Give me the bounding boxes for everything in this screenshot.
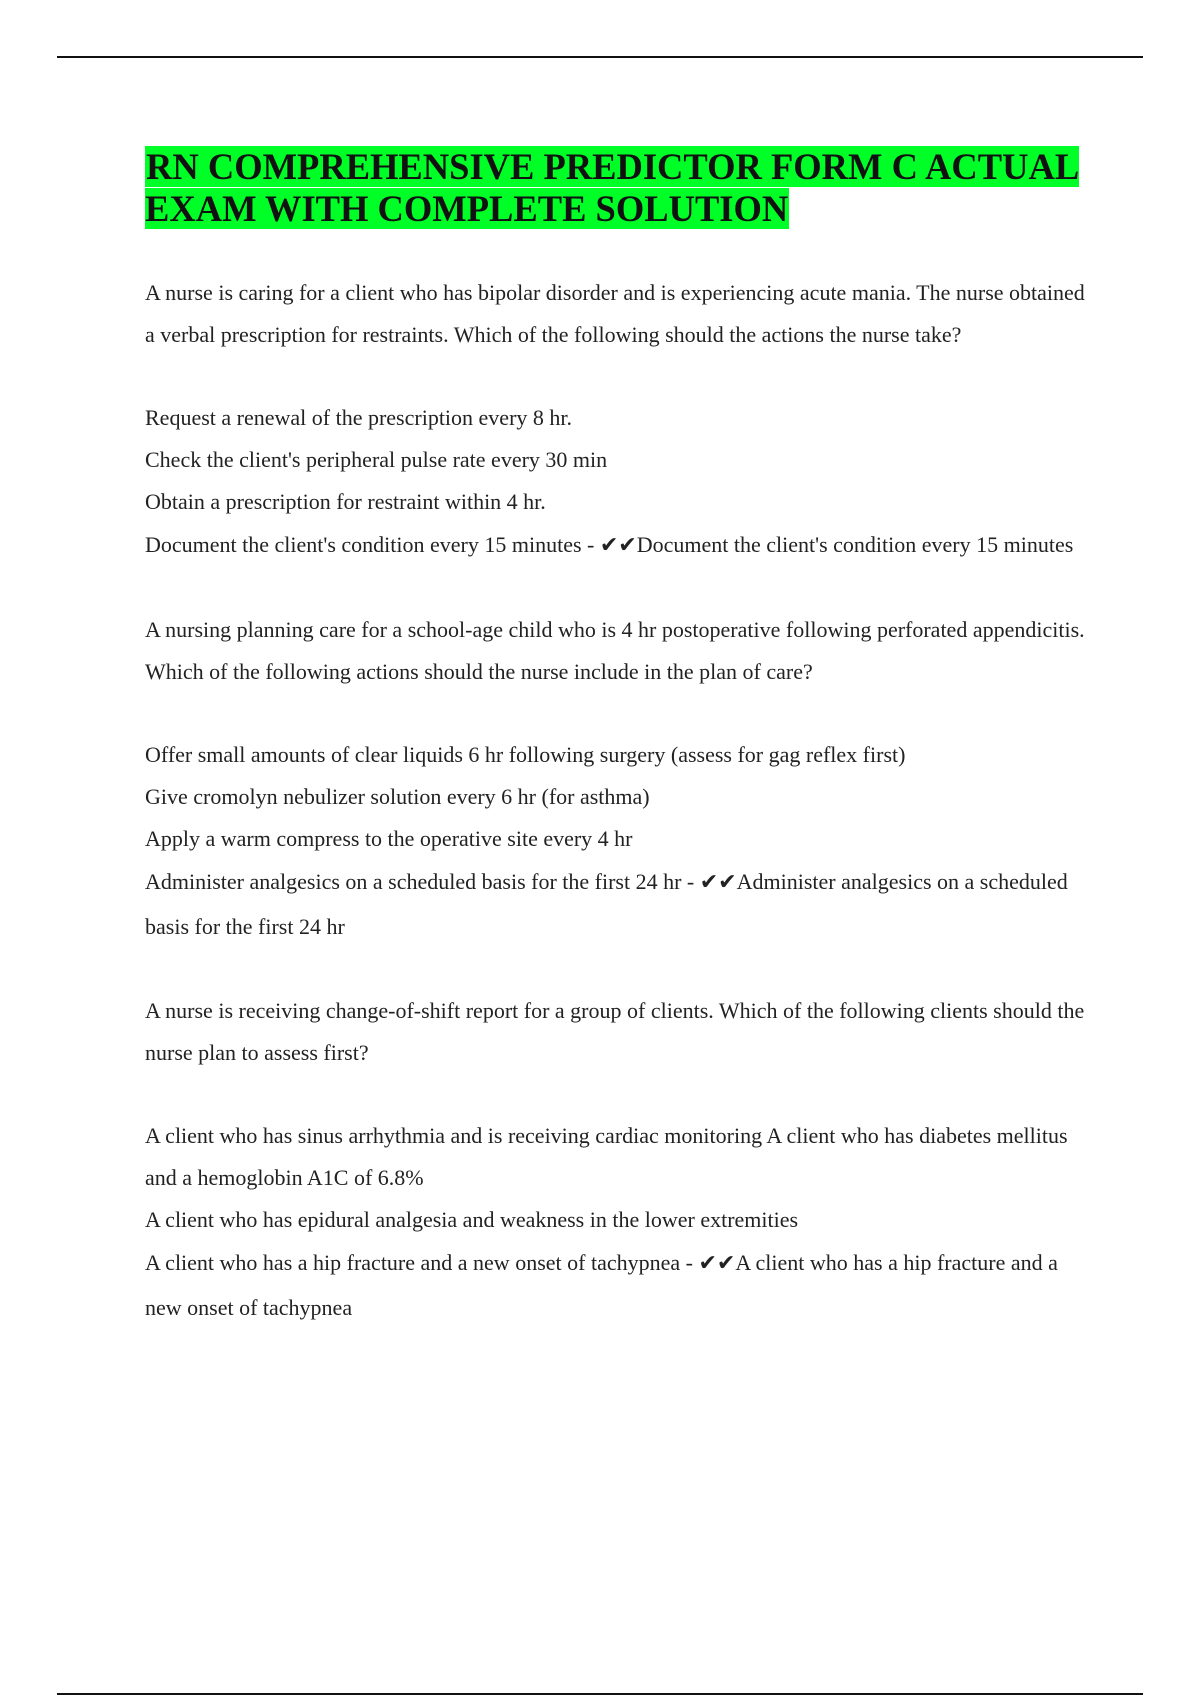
option-item: Give cromolyn nebulizer solution every 6 hr (for asthma)	[145, 784, 650, 809]
header-rule	[57, 56, 1143, 58]
answer-option	[145, 1241, 1085, 1330]
answer-text: A client who has a hip fracture and a new onset of tachypnea	[145, 1250, 1058, 1320]
document-body	[145, 146, 1085, 1371]
question-text: A nurse is receiving change-of-shift report for a group of clients. Which of the following clients should the nurse plan to assess first?	[145, 998, 1085, 1065]
footer-rule	[57, 1693, 1143, 1695]
option-item: Obtain a prescription for restraint within 4 hr.	[145, 489, 546, 514]
question-block	[145, 609, 1085, 949]
option-item: Request a renewal of the prescription every 8 hr.	[145, 405, 573, 430]
question-block	[145, 272, 1085, 568]
answer-text: Document the client's condition every 15 minutes	[636, 532, 1074, 557]
option-item: Document the client's condition every 15 minutes -	[145, 532, 595, 557]
option-item: Administer analgesics on a scheduled basis for the first 24 hr -	[145, 869, 695, 894]
option-item: Check the client's peripheral pulse rate every 30 min	[145, 447, 608, 472]
document-title	[145, 146, 1085, 230]
check-mark-icon: ✔✔	[698, 1251, 736, 1276]
option-item: A client who has sinus arrhythmia and is receiving cardiac monitoring A client who has diabetes mellitus and a hemoglobin A1C of 6.8%	[145, 1123, 1068, 1190]
title-highlight: RN COMPREHENSIVE PREDICTOR FORM C ACTUAL EXAM WITH COMPLETE SOLUTION	[145, 146, 1080, 229]
check-mark-icon: ✔✔	[599, 533, 637, 558]
question-block	[145, 990, 1085, 1330]
question-text: A nursing planning care for a school-age child who is 4 hr postoperative following perforated appendicitis. Which of the following actions should the nurse include in the plan of care?	[145, 617, 1085, 684]
option-item: A client who has epidural analgesia and weakness in the lower extremities	[145, 1207, 799, 1232]
answer-option	[145, 523, 1085, 568]
question-text: A nurse is caring for a client who has bipolar disorder and is experiencing acute mania. The nurse obtained a verbal prescription for restraints. Which of the following should the actions the nurse take?	[145, 280, 1085, 347]
option-item: Apply a warm compress to the operative site every 4 hr	[145, 826, 633, 851]
option-item: Offer small amounts of clear liquids 6 hr following surgery (assess for gag reflex first)	[145, 742, 906, 767]
option-item: A client who has a hip fracture and a new onset of tachypnea -	[145, 1250, 693, 1275]
check-mark-icon: ✔✔	[699, 870, 737, 895]
answer-option	[145, 860, 1085, 949]
answer-text: Administer analgesics on a scheduled basis for the first 24 hr	[145, 869, 1068, 939]
